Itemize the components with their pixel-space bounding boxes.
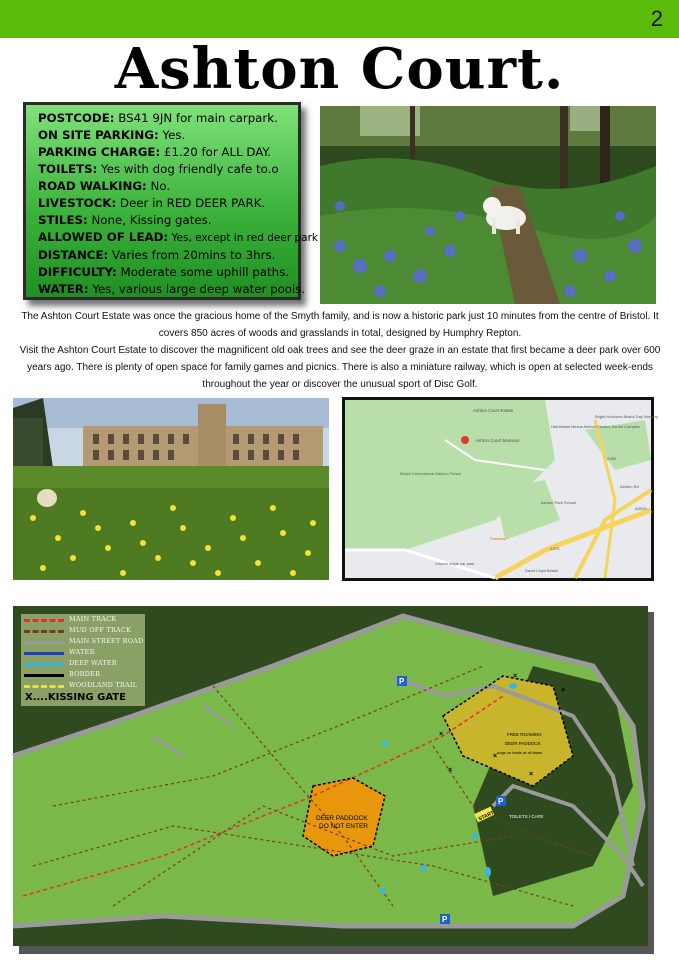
legend-woodland-trail: WOODLAND TRAIL bbox=[21, 680, 145, 692]
svg-text:Ashton Court Estate: Ashton Court Estate bbox=[473, 408, 514, 413]
legend-deep-water: DEEP WATER bbox=[21, 658, 145, 670]
header-bar bbox=[0, 0, 679, 38]
info-panel bbox=[23, 102, 318, 300]
info-road: ROAD WALKING: No. bbox=[38, 179, 171, 193]
description-paragraph-1: The Ashton Court Estate was once the gracious home of the Smyth family, and is now a historic park just 10 minutes from the centre of Bristol. It covers 850 acres of woods and grasslands in total, designed by Humphry Repton. bbox=[21, 311, 659, 339]
info-postcode: POSTCODE: BS41 9JN for main carpark. bbox=[38, 111, 278, 125]
svg-text:P: P bbox=[498, 797, 504, 806]
legend-mud-off-track: MUD OFF TRACK bbox=[21, 625, 145, 637]
svg-text:P: P bbox=[442, 915, 448, 924]
svg-text:TOILETS / CAFE: TOILETS / CAFE bbox=[509, 814, 544, 819]
page-number: 2 bbox=[650, 6, 663, 31]
info-charge: PARKING CHARGE: £1.20 for ALL DAY. bbox=[38, 145, 271, 159]
svg-text:Church lodge car park: Church lodge car park bbox=[435, 561, 475, 566]
svg-text:Ashton Park School: Ashton Park School bbox=[541, 500, 577, 505]
svg-text:×: × bbox=[493, 753, 498, 760]
svg-text:FREE ROAMING: FREE ROAMING bbox=[507, 732, 542, 737]
location-map[interactable] bbox=[342, 397, 658, 581]
info-livestock: LIVESTOCK: Deer in RED DEER PARK. bbox=[38, 196, 266, 210]
svg-text:Bright Horizons Bristol Day Nu: Bright Horizons Bristol Day Nursery bbox=[595, 414, 658, 419]
svg-text:dogs on leads at all times: dogs on leads at all times bbox=[497, 750, 543, 755]
info-water: WATER: Yes, various large deep water pools. bbox=[38, 282, 306, 296]
legend-border: BORDER bbox=[21, 669, 145, 681]
legend-main-track: MAIN TRACK bbox=[21, 614, 145, 626]
location-pin-icon bbox=[461, 436, 469, 444]
legend-water: WATER bbox=[21, 647, 145, 659]
svg-text:P: P bbox=[399, 677, 405, 686]
svg-text:×: × bbox=[529, 771, 534, 778]
svg-text:DEER PADDOCK: DEER PADDOCK bbox=[316, 815, 368, 822]
page-title: Ashton Court. bbox=[114, 36, 565, 102]
legend-kissing-gate: X....KISSING GATE bbox=[25, 692, 126, 703]
svg-text:×: × bbox=[448, 767, 453, 774]
svg-text:Bristol International Balloon: Bristol International Balloon Fiesta bbox=[400, 471, 461, 476]
info-parking: ON SITE PARKING: Yes. bbox=[38, 128, 186, 142]
svg-text:START: START bbox=[477, 810, 495, 823]
svg-text:×: × bbox=[513, 673, 518, 680]
trail-map-legend bbox=[21, 614, 145, 706]
svg-text:A369: A369 bbox=[607, 456, 617, 461]
svg-text:Ashton Rd: Ashton Rd bbox=[620, 484, 639, 489]
legend-main-street-road: MAIN STREET ROAD bbox=[21, 636, 145, 648]
mansion-photo bbox=[13, 398, 329, 580]
svg-text:DEER PADDOCK: DEER PADDOCK bbox=[505, 741, 541, 746]
bluebell-woods-photo bbox=[320, 106, 656, 304]
info-distance: DISTANCE: Varies from 20mins to 3hrs. bbox=[38, 248, 276, 262]
description-paragraph-2: Visit the Ashton Court Estate to discover the magnificent old oak trees and see the deer graze in an estate that first became a deer park over 600 years ago. There is plenty of open space for family games and picnics. There is also a miniature railway, which is open at selected week-ends throughout the year or discover the unusual sport of Disc Golf. bbox=[19, 345, 661, 390]
info-toilets: TOILETS: Yes with dog friendly cafe to.o bbox=[38, 162, 279, 176]
svg-text:Hall Bristol Nexus Ashton Stud: Hall Bristol Nexus Ashton Studios Sound Complex bbox=[551, 424, 640, 429]
info-lead: ALLOWED OF LEAD: Yes, except in red deer park bbox=[38, 230, 318, 244]
info-difficulty: DIFFICULTY: Moderate some uphill paths. bbox=[38, 265, 289, 279]
info-stiles: STILES: None, Kissing gates. bbox=[38, 213, 212, 227]
svg-text:David Lloyd Bristol: David Lloyd Bristol bbox=[525, 568, 559, 573]
parking-icon bbox=[397, 676, 407, 686]
svg-text:A370: A370 bbox=[550, 546, 560, 551]
svg-text:A3029: A3029 bbox=[635, 506, 647, 511]
svg-text:×: × bbox=[561, 687, 566, 694]
svg-text:Parkway: Parkway bbox=[490, 536, 506, 541]
svg-text:Ashton Court Mansion: Ashton Court Mansion bbox=[475, 438, 520, 443]
svg-text:×: × bbox=[439, 731, 444, 738]
svg-text:DO NOT ENTER: DO NOT ENTER bbox=[319, 823, 368, 830]
